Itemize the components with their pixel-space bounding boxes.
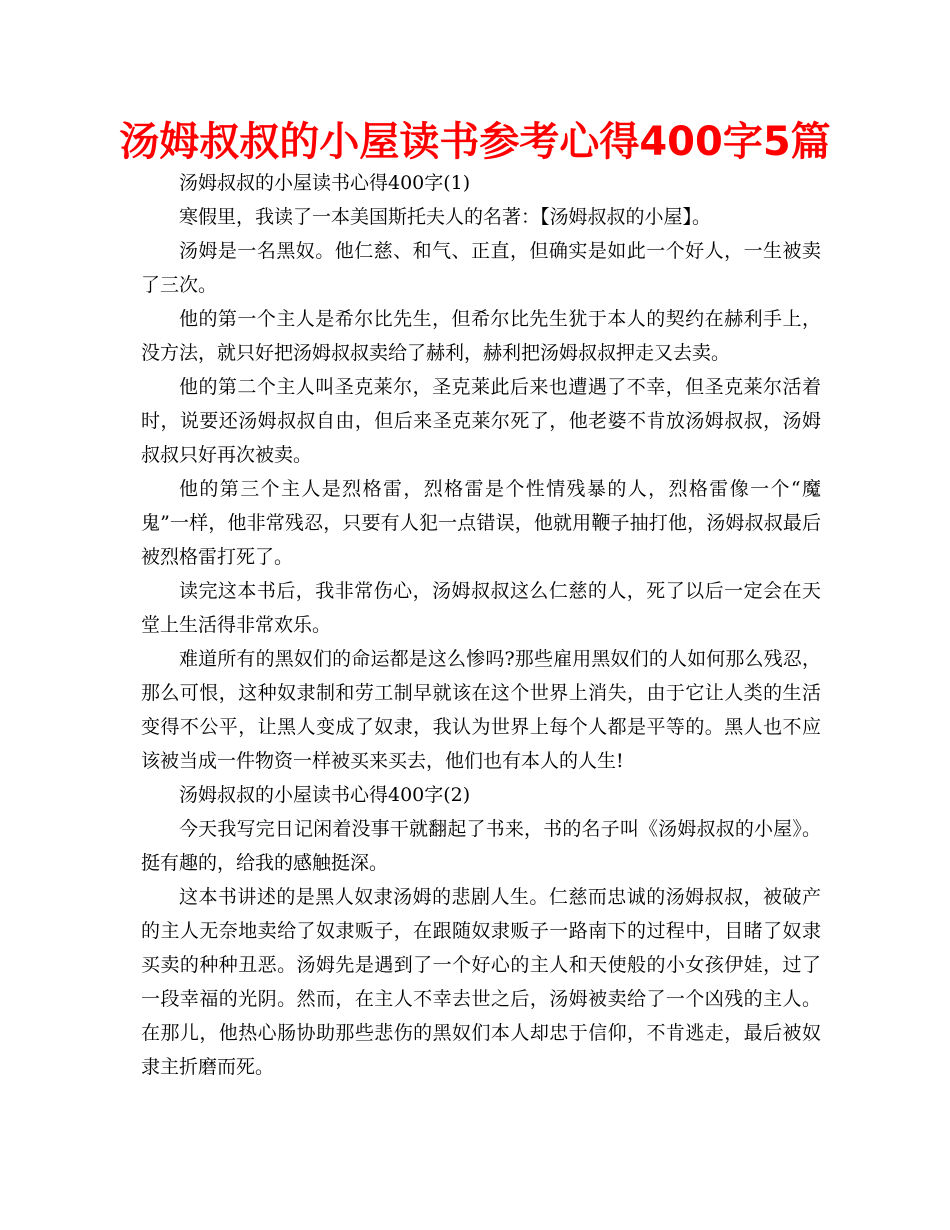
paragraph: 汤姆是一名黑奴。他仁慈、和气、正直，但确实是如此一个好人，一生被卖了三次。 bbox=[141, 240, 821, 296]
paragraph: 难道所有的黑奴们的命运都是这么惨吗?那些雇用黑奴们的人如何那么残忍，那么可恨，这种奴隶制和劳工制早就该在这个世界上消失，由于它让人类的生活变得不公平，让黑人变成了奴隶，我认为世界上每个人都是平等的。黑人也不应该被当成一件物资一样被买来买去，他们也有本人的人生! bbox=[141, 648, 821, 772]
paragraph: 他的第一个主人是希尔比先生，但希尔比先生犹于本人的契约在赫利手上，没方法，就只好把汤姆叔叔卖给了赫利，赫利把汤姆叔叔押走又去卖。 bbox=[141, 308, 821, 364]
paragraph: 他的第三个主人是烈格雷，烈格雷是个性情残暴的人，烈格雷像一个“魔鬼”一样，他非常残忍，只要有人犯一点错误，他就用鞭子抽打他，汤姆叔叔最后被烈格雷打死了。 bbox=[141, 478, 821, 568]
paragraph: 读完这本书后，我非常伤心，汤姆叔叔这么仁慈的人，死了以后一定会在天堂上生活得非常欢乐。 bbox=[141, 580, 821, 636]
paragraph: 汤姆叔叔的小屋读书心得400字(1) bbox=[179, 172, 471, 194]
paragraph: 寒假里，我读了一本美国斯托夫人的名著：【汤姆叔叔的小屋】。 bbox=[179, 206, 712, 228]
document-body bbox=[141, 166, 821, 1084]
paragraph: 汤姆叔叔的小屋读书心得400字(2) bbox=[179, 784, 471, 806]
paragraph: 今天我写完日记闲着没事干就翻起了书来，书的名子叫《汤姆叔叔的小屋》。挺有趣的，给我的感触挺深。 bbox=[141, 818, 821, 874]
document-title: 汤姆叔叔的小屋读书参考心得400字5篇 bbox=[119, 119, 831, 165]
paragraph: 他的第二个主人叫圣克莱尔，圣克莱此后来也遭遇了不幸，但圣克莱尔活着时，说要还汤姆叔叔自由，但后来圣克莱尔死了，他老婆不肯放汤姆叔叔，汤姆叔叔只好再次被卖。 bbox=[141, 376, 821, 466]
paragraph: 这本书讲述的是黑人奴隶汤姆的悲剧人生。仁慈而忠诚的汤姆叔叔，被破产的主人无奈地卖给了奴隶贩子，在跟随奴隶贩子一路南下的过程中，目睹了奴隶买卖的种种丑恶。汤姆先是遇到了一个好心的主人和天使般的小女孩伊娃，过了一段幸福的光阴。然而，在主人不幸去世之后，汤姆被卖给了一个凶残的主人。在那儿，他热心肠协助那些悲伤的黑奴们本人却忠于信仰，不肯逃走，最后被奴隶主折磨而死。 bbox=[141, 886, 821, 1078]
